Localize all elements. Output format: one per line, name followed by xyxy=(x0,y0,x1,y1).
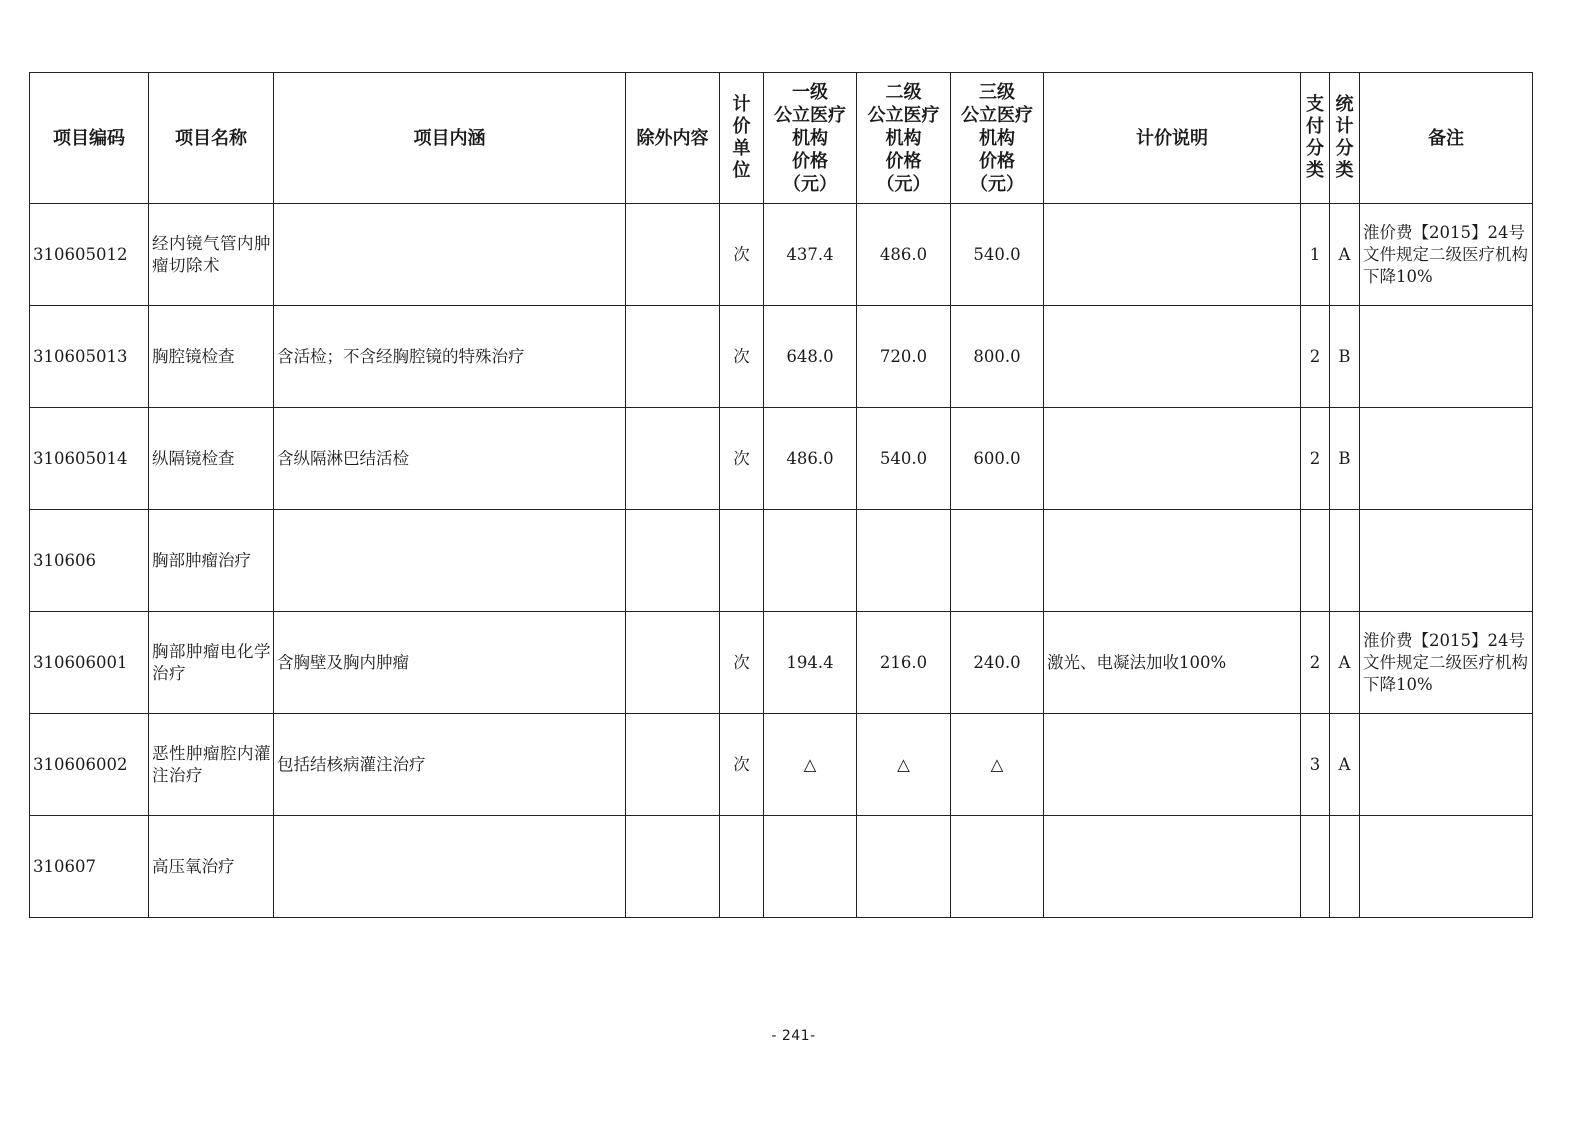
row-price-level3: △ xyxy=(951,714,1044,816)
row-price-level1: 194.4 xyxy=(764,612,857,714)
row-code: 310607 xyxy=(30,816,149,918)
header-level3-line3: 机构 xyxy=(979,127,1015,149)
row-price-level3 xyxy=(951,510,1044,612)
row-content xyxy=(274,510,626,612)
row-price-level2 xyxy=(857,816,951,918)
row-price-level1: 648.0 xyxy=(764,306,857,408)
row-unit xyxy=(720,816,764,918)
header-unit xyxy=(720,73,764,204)
header-level1-price xyxy=(764,73,857,204)
row-price-level1: △ xyxy=(764,714,857,816)
row-pricing-note xyxy=(1044,408,1301,510)
row-code: 310606 xyxy=(30,510,149,612)
price-table xyxy=(29,72,1533,918)
row-payment-class: 2 xyxy=(1301,306,1330,408)
header-stat-class-label: 统计分类 xyxy=(1335,94,1354,181)
row-code: 310606002 xyxy=(30,714,149,816)
row-price-level3: 800.0 xyxy=(951,306,1044,408)
row-name: 经内镜气管内肿瘤切除术 xyxy=(149,204,274,306)
row-price-level2: △ xyxy=(857,714,951,816)
row-remarks xyxy=(1360,408,1533,510)
row-content xyxy=(274,204,626,306)
row-unit: 次 xyxy=(720,612,764,714)
row-code: 310605014 xyxy=(30,408,149,510)
header-level3-line5: （元） xyxy=(970,173,1024,195)
header-level3-price xyxy=(951,73,1044,204)
header-payment-class-label: 支付分类 xyxy=(1306,94,1324,181)
row-pricing-note xyxy=(1044,816,1301,918)
row-price-level3: 240.0 xyxy=(951,612,1044,714)
page-number: - 241- xyxy=(771,1028,816,1044)
row-price-level1: 437.4 xyxy=(764,204,857,306)
row-payment-class: 2 xyxy=(1301,612,1330,714)
row-price-level3 xyxy=(951,816,1044,918)
row-stat-class: A xyxy=(1330,204,1360,306)
header-stat-class xyxy=(1330,73,1360,204)
table-row xyxy=(30,714,1533,816)
header-level2-line1: 二级 xyxy=(885,81,922,103)
row-exclusions xyxy=(626,714,720,816)
row-remarks xyxy=(1360,714,1533,816)
row-name: 高压氧治疗 xyxy=(149,816,274,918)
table-row xyxy=(30,612,1533,714)
table-row xyxy=(30,306,1533,408)
row-exclusions xyxy=(626,816,720,918)
row-name: 恶性肿瘤腔内灌注治疗 xyxy=(149,714,274,816)
row-code: 310606001 xyxy=(30,612,149,714)
row-remarks xyxy=(1360,816,1533,918)
row-price-level2: 486.0 xyxy=(857,204,951,306)
row-pricing-note xyxy=(1044,204,1301,306)
row-price-level2 xyxy=(857,510,951,612)
header-level2-price xyxy=(857,73,951,204)
row-price-level2: 540.0 xyxy=(857,408,951,510)
row-unit: 次 xyxy=(720,306,764,408)
row-name: 胸部肿瘤电化学治疗 xyxy=(149,612,274,714)
row-stat-class: B xyxy=(1330,408,1360,510)
row-exclusions xyxy=(626,306,720,408)
row-name: 胸腔镜检查 xyxy=(149,306,274,408)
row-price-level1 xyxy=(764,816,857,918)
row-unit: 次 xyxy=(720,204,764,306)
header-exclusions: 除外内容 xyxy=(626,73,720,204)
row-content: 含纵隔淋巴结活检 xyxy=(274,408,626,510)
row-pricing-note xyxy=(1044,306,1301,408)
row-pricing-note: 激光、电凝法加收100% xyxy=(1044,612,1301,714)
header-row xyxy=(30,73,1533,204)
row-content: 包括结核病灌注治疗 xyxy=(274,714,626,816)
row-price-level1: 486.0 xyxy=(764,408,857,510)
row-pricing-note xyxy=(1044,510,1301,612)
header-level2-line5: （元） xyxy=(876,173,931,195)
header-unit-label: 计价单位 xyxy=(732,94,751,181)
row-code: 310605013 xyxy=(30,306,149,408)
header-name: 项目名称 xyxy=(149,73,274,204)
header-level2-line3: 机构 xyxy=(885,127,922,149)
row-exclusions xyxy=(626,612,720,714)
header-remarks: 备注 xyxy=(1360,73,1533,204)
table-row xyxy=(30,510,1533,612)
row-price-level2: 720.0 xyxy=(857,306,951,408)
row-stat-class xyxy=(1330,510,1360,612)
header-level3-line2: 公立医疗 xyxy=(961,104,1033,126)
row-payment-class xyxy=(1301,816,1330,918)
row-code: 310605012 xyxy=(30,204,149,306)
row-unit: 次 xyxy=(720,714,764,816)
row-stat-class: A xyxy=(1330,714,1360,816)
row-payment-class: 3 xyxy=(1301,714,1330,816)
header-level1-line4: 价格 xyxy=(792,150,828,172)
row-price-level3: 540.0 xyxy=(951,204,1044,306)
row-stat-class: A xyxy=(1330,612,1360,714)
row-content xyxy=(274,816,626,918)
header-pricing-note: 计价说明 xyxy=(1044,73,1301,204)
header-level3-line1: 三级 xyxy=(979,81,1015,103)
table-row xyxy=(30,408,1533,510)
row-content: 含胸壁及胸内肿瘤 xyxy=(274,612,626,714)
header-level2-line4: 价格 xyxy=(885,150,922,172)
header-level1-line2: 公立医疗 xyxy=(774,104,846,126)
header-level1-line3: 机构 xyxy=(792,127,828,149)
header-level1-line5: （元） xyxy=(783,173,837,195)
row-price-level2: 216.0 xyxy=(857,612,951,714)
header-code: 项目编码 xyxy=(30,73,149,204)
header-level2-line2: 公立医疗 xyxy=(867,104,940,126)
row-price-level3: 600.0 xyxy=(951,408,1044,510)
row-remarks: 淮价费【2015】24号文件规定二级医疗机构下降10% xyxy=(1360,204,1533,306)
table-row xyxy=(30,204,1533,306)
row-payment-class: 2 xyxy=(1301,408,1330,510)
row-exclusions xyxy=(626,204,720,306)
row-price-level1 xyxy=(764,510,857,612)
row-pricing-note xyxy=(1044,714,1301,816)
row-name: 纵隔镜检查 xyxy=(149,408,274,510)
row-stat-class xyxy=(1330,816,1360,918)
row-unit xyxy=(720,510,764,612)
header-level3-line4: 价格 xyxy=(979,150,1015,172)
row-payment-class: 1 xyxy=(1301,204,1330,306)
row-remarks xyxy=(1360,306,1533,408)
table-row xyxy=(30,816,1533,918)
row-exclusions xyxy=(626,510,720,612)
row-content: 含活检；不含经胸腔镜的特殊治疗 xyxy=(274,306,626,408)
row-name: 胸部肿瘤治疗 xyxy=(149,510,274,612)
header-content: 项目内涵 xyxy=(274,73,626,204)
row-remarks: 淮价费【2015】24号文件规定二级医疗机构下降10% xyxy=(1360,612,1533,714)
header-payment-class xyxy=(1301,73,1330,204)
row-payment-class xyxy=(1301,510,1330,612)
header-level1-line1: 一级 xyxy=(792,81,828,103)
row-exclusions xyxy=(626,408,720,510)
row-remarks xyxy=(1360,510,1533,612)
row-stat-class: B xyxy=(1330,306,1360,408)
row-unit: 次 xyxy=(720,408,764,510)
